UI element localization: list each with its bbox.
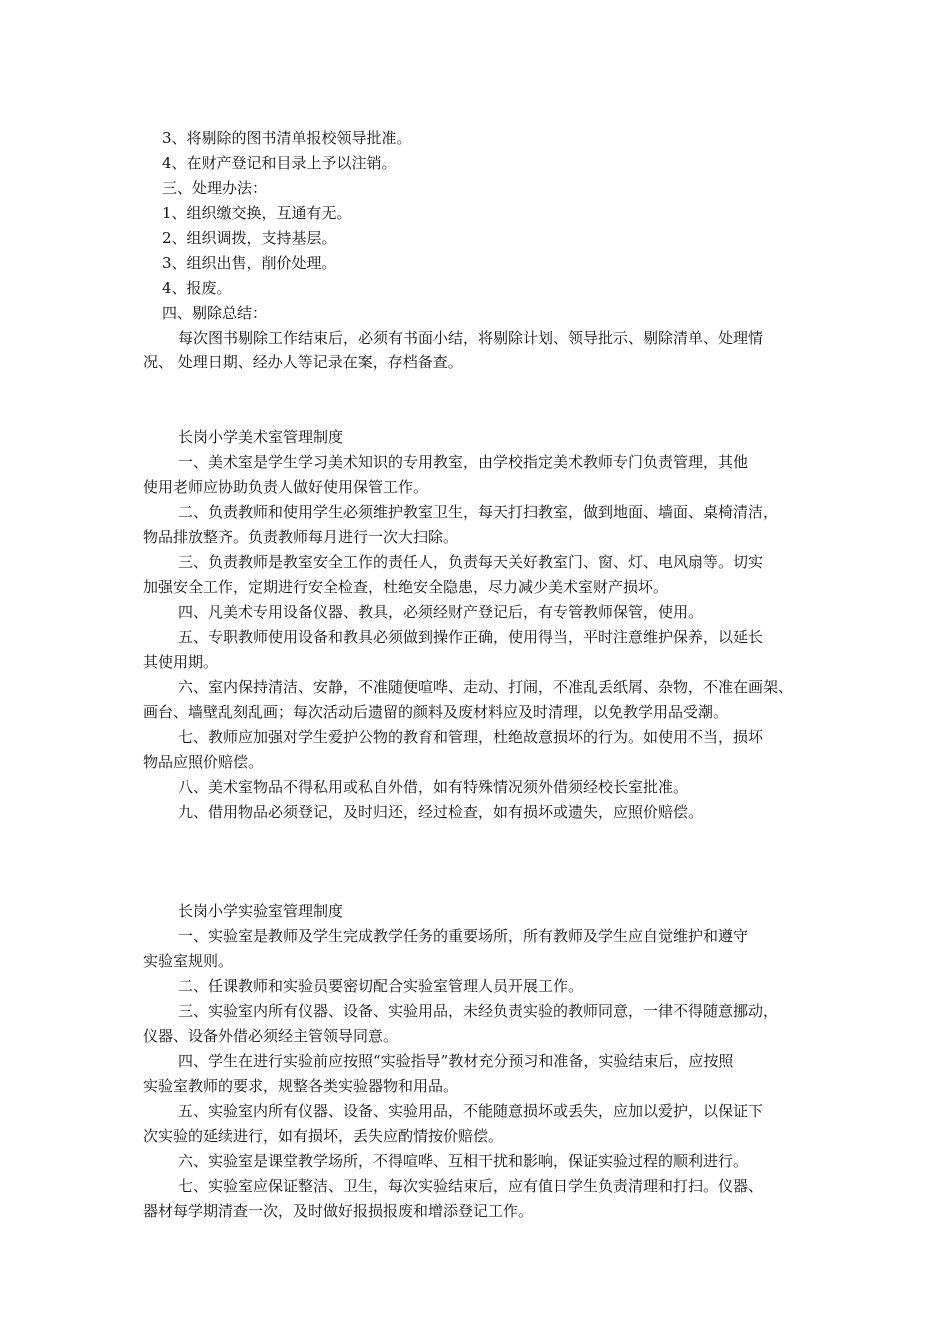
paragraph-line: 五、专职教师使用设备和教具必须做到操作正确，使用得当，平时注意维护保养，以延长 xyxy=(178,628,764,646)
paragraph-line: 二、负责教师和使用学生必须维护教室卫生，每天打扫教室，做到地面、墙面、桌椅清洁， xyxy=(178,503,779,521)
paragraph-line: 六、室内保持清洁、安静，不准随便喧哗、走动、打闹，不准乱丢纸屑、杂物，不准在画架、 xyxy=(178,678,794,696)
paragraph-line: 物品应照价赔偿。 xyxy=(143,753,264,771)
paragraph-line: 六、实验室是课堂教学场所，不得喧哗、互相干扰和影响，保证实验过程的顺利进行。 xyxy=(178,1152,749,1170)
paragraph-line: 次实验的延续进行，如有损坏，丢失应酌情按价赔偿。 xyxy=(143,1127,504,1145)
paragraph-line: 使用老师应协助负责人做好使用保管工作。 xyxy=(143,478,429,496)
paragraph-line: 物品排放整齐。负责教师每月进行一次大扫除。 xyxy=(143,528,459,546)
paragraph-line: 4、报废。 xyxy=(162,279,232,297)
paragraph-line: 4、在财产登记和目录上予以注销。 xyxy=(162,154,397,172)
paragraph-line: 七、教师应加强对学生爱护公物的教育和管理，杜绝故意损坏的行为。如使用不当，损坏 xyxy=(178,728,764,746)
paragraph-line: 1、组织缴交换，互通有无。 xyxy=(162,204,352,222)
paragraph-line: 五、实验室内所有仪器、设备、实验用品，不能随意损坏或丢失，应加以爱护，以保证下 xyxy=(178,1102,764,1120)
paragraph-line: 每次图书剔除工作结束后，必须有书面小结，将剔除计划、领导批示、剔除清单、处理情 xyxy=(178,329,764,347)
paragraph-line: 二、任课教师和实验员要密切配合实验室管理人员开展工作。 xyxy=(178,977,584,995)
paragraph-line: 3、将剔除的图书清单报校领导批准。 xyxy=(162,129,412,147)
section-heading: 四、剔除总结： xyxy=(162,304,268,322)
paragraph-line: 器材每学期清查一次，及时做好报损报废和增添登记工作。 xyxy=(143,1202,534,1220)
paragraph-line: 3、组织出售，削价处理。 xyxy=(162,254,337,272)
paragraph-line: 四、学生在进行实验前应按照“实验指导”教材充分预习和准备，实验结束后，应按照 xyxy=(178,1052,734,1070)
paragraph-line: 三、负责教师是教室安全工作的责任人，负责每天关好教室门、窗、灯、电风扇等。切实 xyxy=(178,553,764,571)
lab-room-title: 长岗小学实验室管理制度 xyxy=(178,902,344,920)
paragraph-line: 2、组织调拨，支持基层。 xyxy=(162,229,337,247)
paragraph-line: 其使用期。 xyxy=(143,653,219,671)
paragraph-line: 实验室规则。 xyxy=(143,952,234,970)
paragraph-line: 八、美术室物品不得私用或私自外借，如有特殊情况须外借须经校长室批准。 xyxy=(178,778,689,796)
paragraph-line: 九、借用物品必须登记，及时归还，经过检查，如有损坏或遗失，应照价赔偿。 xyxy=(178,803,704,821)
paragraph-line: 况、 处理日期、经办人等记录在案，存档备查。 xyxy=(143,353,463,371)
paragraph-line: 七、实验室应保证整洁、卫生，每次实验结束后，应有值日学生负责清理和打扫。仪器、 xyxy=(178,1177,764,1195)
paragraph-line: 画台、墙壁乱刻乱画；每次活动后遗留的颜料及废材料应及时清理，以免教学用品受潮。 xyxy=(143,703,729,721)
section-heading: 三、处理办法： xyxy=(162,179,268,197)
paragraph-line: 仪器、设备外借必须经主管领导同意。 xyxy=(143,1027,399,1045)
paragraph-line: 一、实验室是教师及学生完成教学任务的重要场所，所有教师及学生应自觉维护和遵守 xyxy=(178,927,749,945)
paragraph-line: 加强安全工作，定期进行安全检查，杜绝安全隐患，尽力减少美术室财产损坏。 xyxy=(143,578,669,596)
paragraph-line: 三、实验室内所有仪器、设备、实验用品，未经负责实验的教师同意，一律不得随意挪动， xyxy=(178,1002,779,1020)
paragraph-line: 实验室教师的要求，规整各类实验器物和用品。 xyxy=(143,1077,459,1095)
paragraph-line: 四、凡美术专用设备仪器、教具，必须经财产登记后，有专管教师保管，使用。 xyxy=(178,603,704,621)
paragraph-line: 一、美术室是学生学习美术知识的专用教室，由学校指定美术教师专门负责管理，其他 xyxy=(178,453,749,471)
art-room-title: 长岗小学美术室管理制度 xyxy=(178,428,344,446)
